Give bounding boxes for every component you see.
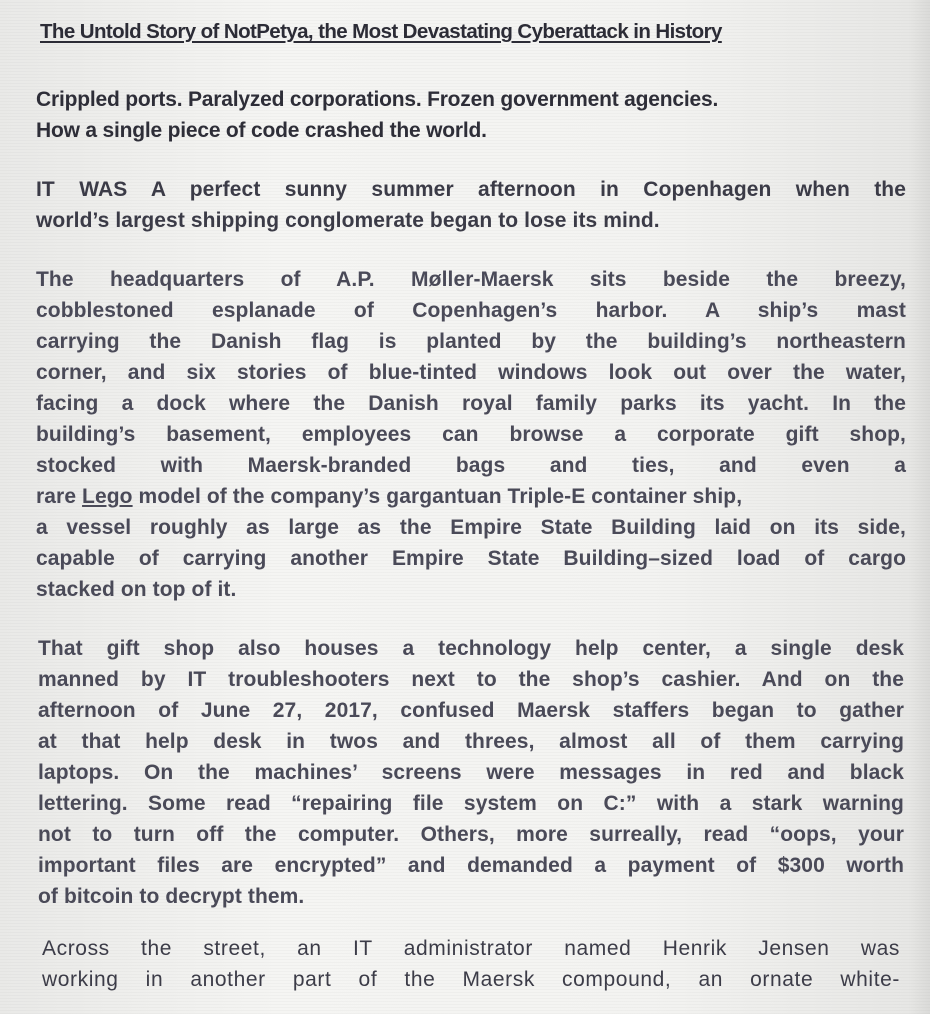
paragraph-line: stacked on top of it. xyxy=(36,578,237,601)
paragraph-3 xyxy=(38,633,904,912)
paragraph-line: IT WAS A perfect sunny summer afternoon in Copenhagen when the xyxy=(36,178,906,201)
paragraph-2 xyxy=(36,264,906,605)
lego-link[interactable]: Lego xyxy=(82,485,133,508)
paragraph-line: Across the street, an IT administrator named Henrik Jensen was xyxy=(42,937,900,960)
paragraph-line: a vessel roughly as large as the Empire State Building laid on its side, xyxy=(36,516,906,539)
paragraph-line: manned by IT troubleshooters next to the shop’s cashier. And on the xyxy=(38,668,904,691)
paragraph-4 xyxy=(42,933,900,995)
paragraph-line: laptops. On the machines’ screens were messages in red and black xyxy=(38,761,904,784)
paragraph-line: stocked with Maersk-branded bags and ties, and even a xyxy=(36,454,906,477)
paragraph-1 xyxy=(36,174,906,236)
paragraph-line: facing a dock where the Danish royal family parks its yacht. In the xyxy=(36,392,906,415)
paragraph-line: lettering. Some read “repairing file system on C:” with a stark warning xyxy=(38,792,904,815)
scan-edge-shadow xyxy=(908,0,930,1014)
paragraph-line: carrying the Danish flag is planted by the building’s northeastern xyxy=(36,330,906,353)
deck-line: How a single piece of code crashed the world. xyxy=(36,119,487,142)
paragraph-line: not to turn off the computer. Others, more surreally, read “oops, your xyxy=(38,823,904,846)
paragraph-line xyxy=(36,481,906,512)
paragraph-line: building’s basement, employees can browse a corporate gift shop, xyxy=(36,423,906,446)
paragraph-line: afternoon of June 27, 2017, confused Maersk staffers began to gather xyxy=(38,699,904,722)
line-text: rare xyxy=(36,485,77,508)
paragraph-line: of bitcoin to decrypt them. xyxy=(38,885,305,908)
article-title: The Untold Story of NotPetya, the Most Devastating Cyberattack in History xyxy=(40,20,722,43)
paragraph-line: world’s largest shipping conglomerate began to lose its mind. xyxy=(36,209,660,232)
paragraph-line: working in another part of the Maersk compound, an ornate white- xyxy=(42,968,900,991)
line-text: model of the company’s gargantuan Triple-E container ship, xyxy=(138,485,743,508)
deck-line: Crippled ports. Paralyzed corporations. Frozen government agencies. xyxy=(36,88,719,111)
paragraph-line: at that help desk in twos and threes, almost all of them carrying xyxy=(38,730,904,753)
article-deck xyxy=(36,84,916,146)
paragraph-line: That gift shop also houses a technology help center, a single desk xyxy=(38,637,904,660)
paragraph-line: cobblestoned esplanade of Copenhagen’s harbor. A ship’s mast xyxy=(36,299,906,322)
paragraph-line: important files are encrypted” and demanded a payment of $300 worth xyxy=(38,854,904,877)
paragraph-line: The headquarters of A.P. Møller-Maersk sits beside the breezy, xyxy=(36,268,906,291)
paragraph-line: capable of carrying another Empire State Building–sized load of cargo xyxy=(36,547,906,570)
paragraph-line: corner, and six stories of blue-tinted windows look out over the water, xyxy=(36,361,906,384)
